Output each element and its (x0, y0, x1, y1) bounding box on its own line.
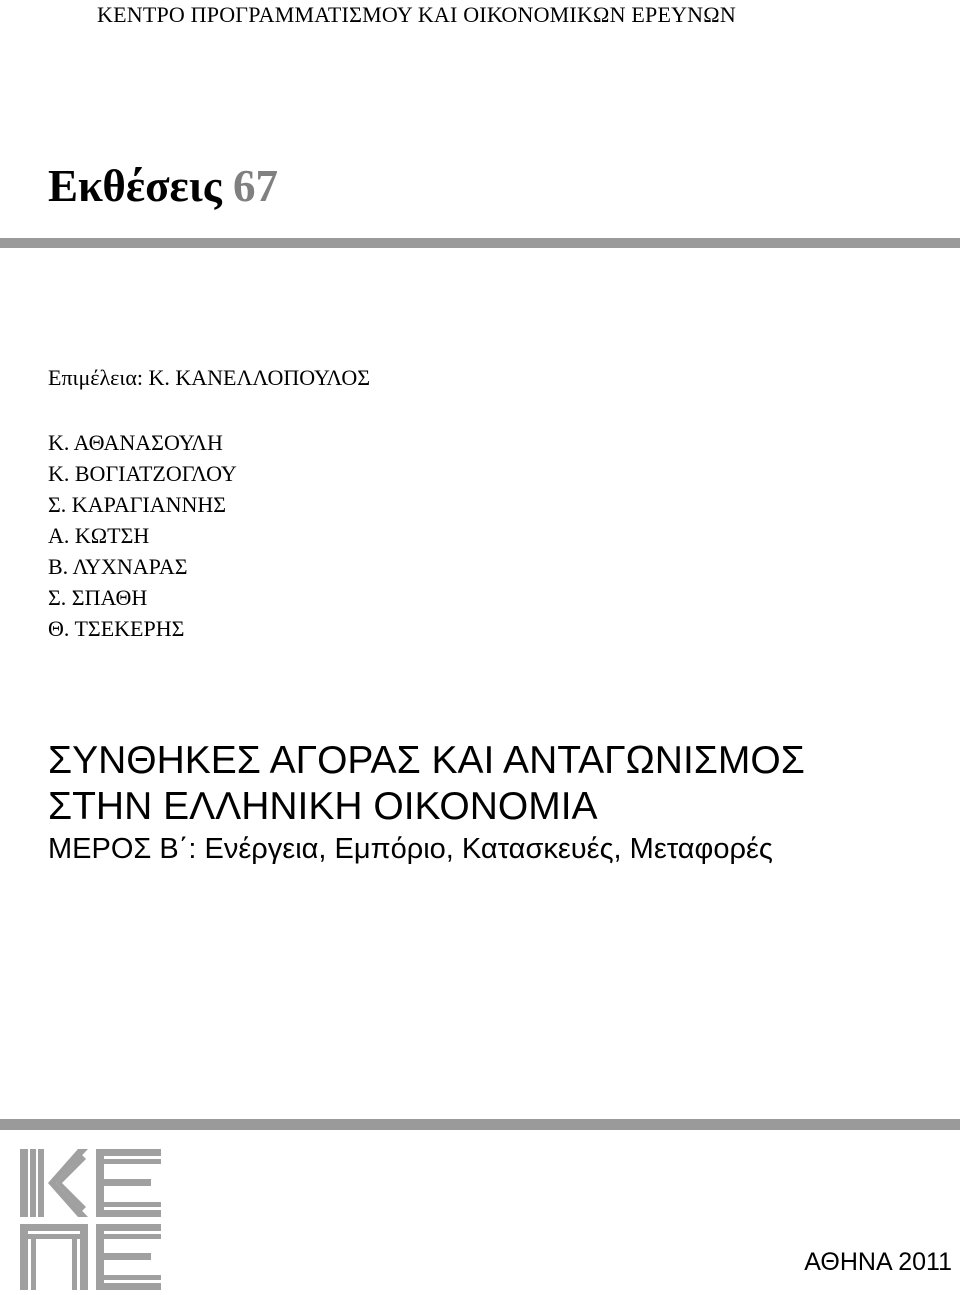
editor-line: Επιμέλεια: Κ. ΚΑΝΕΛΛΟΠΟΥΛΟΣ (48, 365, 371, 390)
kepe-logo-icon (20, 1149, 161, 1290)
bottom-divider (0, 1119, 960, 1130)
series-number: 67 (232, 161, 278, 211)
series-title (48, 158, 278, 214)
series-label: Εκθέσεις (48, 161, 222, 211)
author-item: Κ. ΑΘΑΝΑΣΟΥΛΗ (48, 430, 223, 455)
top-divider (0, 238, 960, 248)
institution-name: ΚΕΝΤΡΟ ΠΡΟΓΡΑΜΜΑΤΙΣΜΟΥ ΚΑΙ ΟΙΚΟΝΟΜΙΚΩΝ ΕΡΕΥΝΩΝ (97, 2, 736, 27)
author-item: Κ. ΒΟΓΙΑΤΖΟΓΛΟΥ (48, 461, 237, 486)
report-title (48, 738, 805, 867)
place-year: ΑΘΗΝΑ 2011 (804, 1248, 952, 1276)
title-line-1: ΣΥΝΘΗΚΕΣ ΑΓΟΡΑΣ ΚΑΙ ΑΝΤΑΓΩΝΙΣΜΟΣ (48, 739, 805, 782)
author-item: Σ. ΚΑΡΑΓΙΑΝΝΗΣ (48, 492, 227, 517)
title-line-2: ΣΤΗΝ ΕΛΛΗΝΙΚΗ ΟΙΚΟΝΟΜΙΑ (48, 785, 598, 828)
author-list (48, 427, 237, 644)
author-item: Β. ΛΥΧΝΑΡΑΣ (48, 554, 188, 579)
report-subtitle: ΜΕΡΟΣ Β΄: Ενέργεια, Εμπόριο, Κατασκευές, Μεταφορές (48, 833, 773, 865)
author-item: Θ. ΤΣΕΚΕΡΗΣ (48, 616, 185, 641)
author-item: Α. ΚΩΤΣΗ (48, 523, 150, 548)
author-item: Σ. ΣΠΑΘΗ (48, 585, 148, 610)
